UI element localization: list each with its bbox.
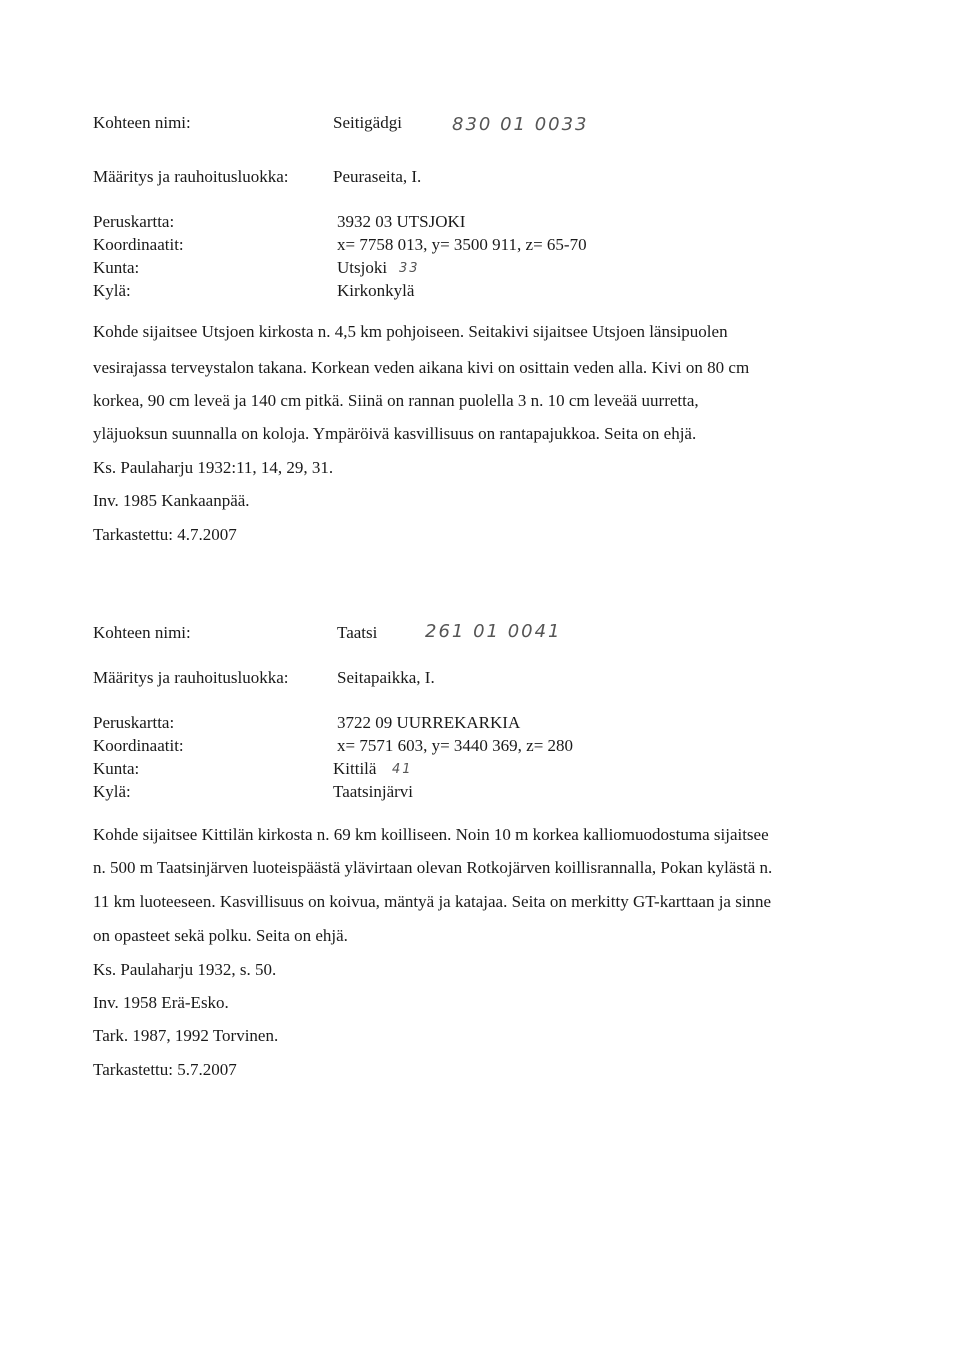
kunta-label: Kunta: <box>93 759 140 778</box>
kyla-label: Kylä: <box>93 281 131 300</box>
checked-date-line: Tarkastettu: 5.7.2007 <box>93 1060 237 1079</box>
checked-date-line: Tarkastettu: 4.7.2007 <box>93 525 237 544</box>
kohteen-nimi-label: Kohteen nimi: <box>93 113 191 132</box>
koordinaatit-label: Koordinaatit: <box>93 235 184 254</box>
kunta-handwritten-code: 41 <box>392 762 413 777</box>
maaritys-label: Määritys ja rauhoitusluokka: <box>93 167 289 186</box>
inspection-line: Tark. 1987, 1992 Torvinen. <box>93 1026 279 1045</box>
peruskartta-label: Peruskartta: <box>93 713 175 732</box>
kunta-handwritten-code: 33 <box>399 261 420 276</box>
koordinaatit-value: x= 7758 013, y= 3500 911, z= 65-70 <box>337 235 587 254</box>
peruskartta-label: Peruskartta: <box>93 212 175 231</box>
inventory-line: Inv. 1985 Kankaanpää. <box>93 491 250 510</box>
kyla-label: Kylä: <box>93 782 131 801</box>
description-line: Kohde sijaitsee Kittilän kirkosta n. 69 km koilliseen. Noin 10 m korkea kalliomuodostuma sijaitsee <box>93 825 769 844</box>
koordinaatit-label: Koordinaatit: <box>93 736 184 755</box>
description-line: vesirajassa terveystalon takana. Korkean veden aikana kivi on osittain veden alla. Kivi on 80 cm <box>93 358 750 377</box>
description-line: n. 500 m Taatsinjärven luoteispäästä ylävirtaan olevan Rotkojärven koillisrannalla, Pokan kylästä n. <box>93 858 773 877</box>
peruskartta-value: 3932 03 UTSJOKI <box>337 212 466 231</box>
description-line: on opasteet sekä polku. Seita on ehjä. <box>93 926 348 945</box>
kohteen-nimi-value: Seitigädgi <box>333 113 402 132</box>
kyla-value: Kirkonkylä <box>337 281 415 300</box>
maaritys-value: Peuraseita, I. <box>333 167 422 186</box>
kohteen-nimi-value: Taatsi <box>337 623 378 642</box>
kunta-value: Kittilä <box>333 759 377 778</box>
reference-line: Ks. Paulaharju 1932:11, 14, 29, 31. <box>93 458 334 477</box>
peruskartta-value: 3722 09 UURREKARKIA <box>337 713 521 732</box>
kunta-label: Kunta: <box>93 258 140 277</box>
description-line: 11 km luoteeseen. Kasvillisuus on koivua, mäntyä ja katajaa. Seita on merkitty GT-karttaan ja sinne <box>93 892 772 911</box>
kunta-value: Utsjoki <box>337 258 388 277</box>
description-line: yläjuoksun suunnalla on koloja. Ympäröivä kasvillisuus on rantapajukkoa. Seita on ehjä. <box>93 424 697 443</box>
koordinaatit-value: x= 7571 603, y= 3440 369, z= 280 <box>337 736 574 755</box>
handwritten-code: 830 01 0033 <box>452 114 589 135</box>
description-line: Kohde sijaitsee Utsjoen kirkosta n. 4,5 km pohjoiseen. Seitakivi sijaitsee Utsjoen länsipuolen <box>93 322 728 341</box>
maaritys-label: Määritys ja rauhoitusluokka: <box>93 668 289 687</box>
reference-line: Ks. Paulaharju 1932, s. 50. <box>93 960 277 979</box>
maaritys-value: Seitapaikka, I. <box>337 668 435 687</box>
kohteen-nimi-label: Kohteen nimi: <box>93 623 191 642</box>
handwritten-code: 261 01 0041 <box>425 621 562 642</box>
kyla-value: Taatsinjärvi <box>333 782 414 801</box>
description-line: korkea, 90 cm leveä ja 140 cm pitkä. Siinä on rannan puolella 3 n. 10 cm leveää uurretta, <box>93 391 699 410</box>
inventory-line: Inv. 1958 Erä-Esko. <box>93 993 229 1012</box>
